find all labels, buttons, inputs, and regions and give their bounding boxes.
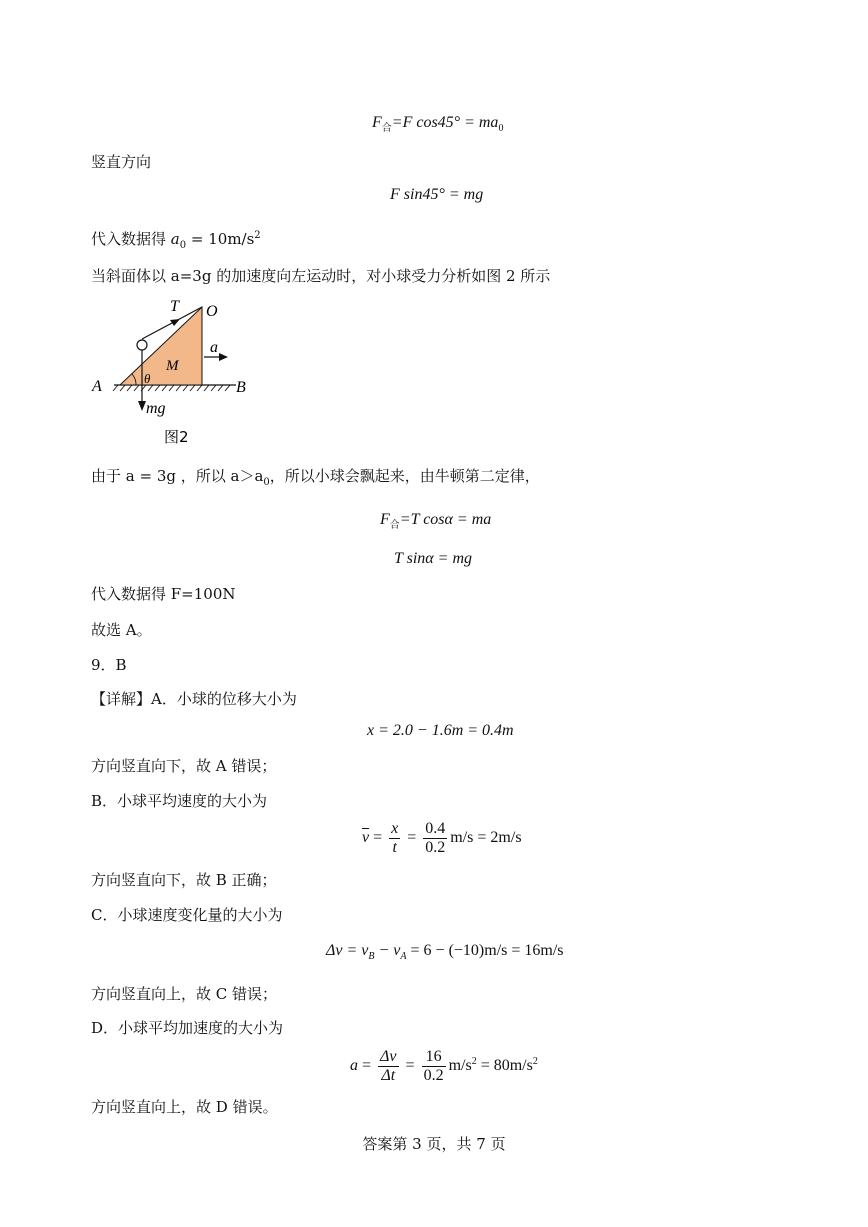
eq7-mid: − v [374, 942, 401, 959]
equation-tsinalpha: T sinα = mg [394, 550, 473, 567]
label-theta: θ [144, 371, 151, 386]
because-rest: ，所以小球会飘起来，由牛顿第二定律， [269, 467, 540, 485]
figure-2-diagram [88, 295, 268, 445]
incline-sentence: 当斜面体以 a=3g 的加速度向左运动时，对小球受力分析如图 2 所示 [91, 267, 551, 285]
choose-A: 故选 A。 [91, 621, 152, 639]
eq7-sub-A: A [400, 951, 407, 963]
eq1-symbol: F [372, 114, 382, 131]
label-a: a [210, 339, 218, 356]
direction-down-A: 方向竖直向下，故 A 错误； [91, 757, 277, 775]
eq7-sub-B: B [368, 951, 375, 963]
eq6-frac1-num: x [391, 820, 399, 837]
eq1-subscript: 合 [381, 123, 392, 135]
eq8-sup1: 2 [471, 1055, 477, 1067]
substitution-F: 代入数据得 F=100N [91, 585, 236, 603]
eq6-frac-xt [389, 820, 400, 857]
wedge-block [120, 307, 202, 385]
eq6-vbar: $\overline{v}$ [362, 829, 370, 847]
line-B: B．小球平均速度的大小为 [91, 792, 268, 810]
ground-hatching [113, 385, 230, 391]
subst-a0-rest: = 10m/s [186, 230, 255, 248]
subst-a0-sub: 0 [179, 240, 187, 251]
equation-fsin45: F sin45° = mg [390, 186, 484, 203]
eq6-rest: m/s = 2m/s [450, 829, 522, 847]
eq8-frac1-num: Δv [380, 1048, 397, 1065]
eq8-sup2: 2 [532, 1055, 538, 1067]
eq3-symbol: F [380, 511, 390, 528]
line-C: C．小球速度变化量的大小为 [91, 906, 283, 924]
ball [137, 340, 147, 350]
direction-up-C: 方向竖直向上，故 C 错误； [91, 985, 278, 1003]
eq1-subscript-2: 0 [498, 123, 504, 135]
direction-down-B: 方向竖直向下，故 B 正确； [91, 871, 277, 889]
equation-displacement: x = 2.0 − 1.6m = 0.4m [367, 722, 514, 739]
gravity-arrowhead [138, 401, 146, 411]
question-9: 9．B [91, 656, 127, 674]
eq8-frac2-num: 16 [422, 1048, 446, 1067]
label-T: T [170, 298, 179, 315]
eq3-body: =T cosα = ma [399, 511, 492, 528]
eq1-body: =F cos45° = ma [391, 114, 499, 131]
subst-a0-prefix: 代入数据得 [91, 230, 167, 248]
equation-net-force-cos45 [372, 112, 503, 140]
equation-velocity-change [326, 940, 564, 968]
eq8-rest: = 80m/s [476, 1057, 533, 1075]
because-sentence [91, 466, 540, 493]
because-sub: 0 [263, 477, 270, 488]
eq8-mid: m/s [448, 1057, 472, 1075]
eq8-frac-values [422, 1048, 446, 1085]
label-O: O [206, 303, 218, 320]
subst-a0-sup: 2 [254, 230, 261, 241]
eq8-frac2-den: 0.2 [423, 1067, 444, 1084]
eq8-lhs: a [350, 1057, 358, 1075]
because-text: 由于 a = 3g ，所以 a＞a [91, 467, 264, 485]
substitution-a0 [91, 226, 261, 256]
line-D: D．小球平均加速度的大小为 [91, 1019, 284, 1037]
label-mg: mg [146, 400, 166, 417]
page-footer: 答案第 3 页，共 7 页 [362, 1135, 506, 1153]
eq6-frac1-den: t [392, 839, 397, 856]
equation-average-acceleration: a = $\frac{\Delta v}{\Delta t}$ = $\frac{16}{0.2}$ $m/s^2 = 80m/s^2$ [350, 1048, 538, 1084]
label-M: M [166, 358, 179, 374]
eq3-subscript: 合 [389, 520, 400, 532]
eq6-frac2-den: 0.2 [425, 839, 446, 856]
figure-caption: 图2 [164, 428, 189, 445]
acceleration-arrowhead [219, 353, 228, 361]
label-A: A [92, 378, 102, 395]
eq7-start: Δv = v [326, 942, 369, 959]
tension-arrowhead [170, 319, 180, 326]
figure-2 [88, 295, 268, 449]
detail-A: 【详解】A．小球的位移大小为 [91, 690, 297, 708]
label-B: B [236, 379, 246, 396]
eq7-rest: = 6 − (−10)m/s = 16m/s [406, 942, 564, 959]
eq8-frac1-den: Δt [381, 1067, 396, 1084]
direction-up-D: 方向竖直向上，故 D 错误。 [91, 1098, 278, 1116]
equation-average-velocity: $\overline{v}$ = $\frac{x}{t}$ = $\frac{0.4}{0.2}$ m/s = 2m/s [362, 820, 522, 856]
equation-net-force-cosalpha [380, 509, 491, 537]
eq6-frac-values [423, 820, 447, 857]
subst-a0-symbol: a [170, 230, 180, 248]
vertical-direction-label: 竖直方向 [91, 153, 152, 171]
eq6-frac2-num: 0.4 [425, 820, 446, 837]
eq8-frac-symbolic [378, 1048, 399, 1085]
